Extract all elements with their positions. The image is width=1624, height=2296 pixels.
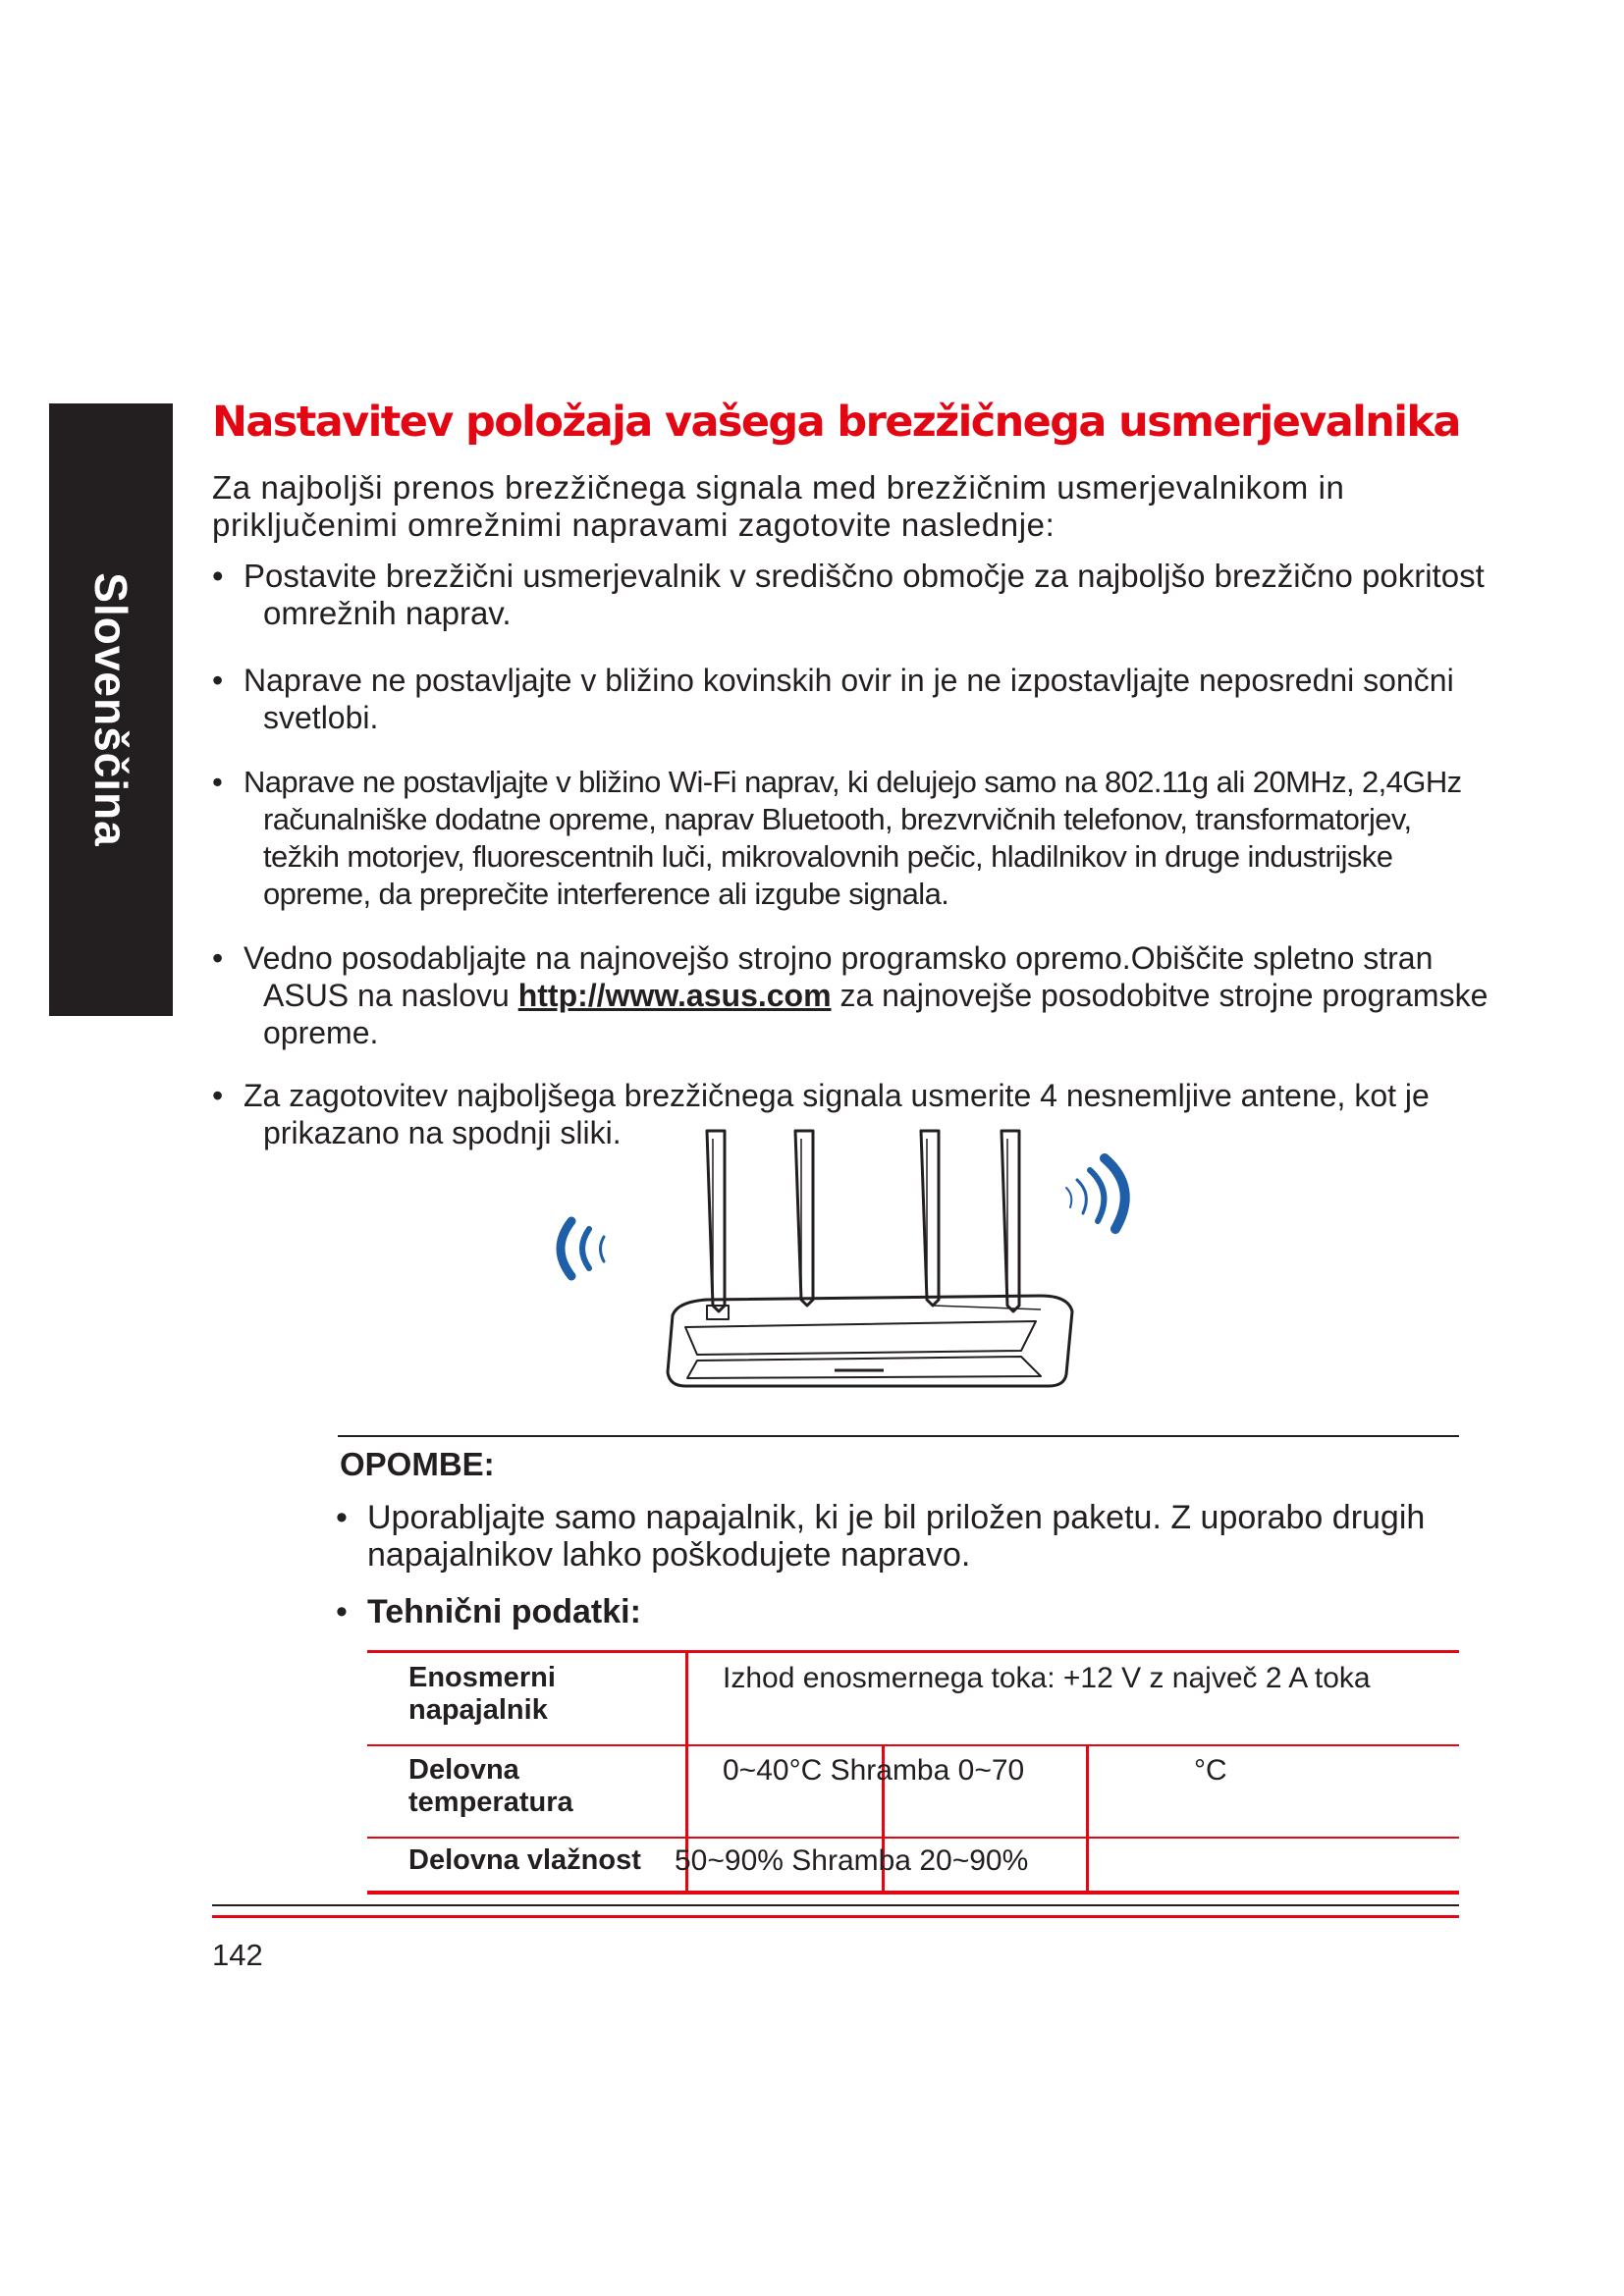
table-column-divider [1086, 1744, 1089, 1893]
antenna-icon [707, 1131, 725, 1311]
specifications-table [367, 1650, 1459, 1896]
section-title: Nastavitev položaja vašega brezžičnega usmerjevalnika [212, 398, 1460, 447]
page-number: 142 [212, 1938, 263, 1972]
bullet-marker: • [336, 1499, 348, 1536]
notes-heading: OPOMBE: [340, 1446, 495, 1482]
bullet-marker: • [212, 558, 224, 594]
bullet-marker: • [212, 663, 224, 698]
antenna-icon [1001, 1131, 1019, 1311]
table-cell-value: Izhod enosmernega toka: +12 V z največ 2 A toka [723, 1662, 1371, 1694]
list-item [212, 939, 1489, 1051]
list-item-text: Naprave ne postavljajte v bližino kovinskih ovir in je ne izpostavljajte neposredni sončni svetlobi. [244, 663, 1454, 735]
table-cell-unit: °C [1194, 1754, 1227, 1787]
footer-accent-rule [212, 1915, 1459, 1918]
notes-top-rule [338, 1435, 1459, 1437]
table-cell-label: Delovna temperatura [408, 1754, 573, 1818]
footer-rule [212, 1904, 1459, 1906]
signal-waves-right-icon [1066, 1158, 1125, 1229]
list-item [336, 1593, 1455, 1630]
router-antenna-illustration [511, 1119, 1198, 1414]
bullet-marker: • [336, 1593, 348, 1630]
antenna-icon [921, 1131, 939, 1306]
table-rule [367, 1891, 1459, 1895]
notes-list [336, 1499, 1455, 1630]
signal-waves-left-icon [561, 1221, 604, 1276]
bullet-marker: • [212, 1078, 224, 1113]
table-cell-label: Enosmerni napajalnik [408, 1662, 556, 1726]
table-cell-value: 50~90% Shramba 20~90% [675, 1844, 1029, 1877]
bullet-marker: • [212, 765, 223, 799]
list-item-text-after-link: za najnovejše posodobitve strojne programske opreme. [263, 978, 1489, 1050]
list-item [212, 764, 1489, 913]
table-cell-label: Delovna vlažnost [408, 1844, 641, 1876]
table-rule [367, 1837, 1459, 1839]
list-item [336, 1499, 1455, 1574]
table-rule [367, 1650, 1459, 1653]
placement-tips-list [212, 558, 1489, 1151]
table-rule [367, 1744, 1459, 1746]
table-cell-value: 0~40°C Shramba 0~70 [723, 1754, 1025, 1787]
list-item-text: Naprave ne postavljajte v bližino Wi-Fi naprav, ki delujejo samo na 802.11g ali 20MHz, 2,4GHz računalniške dodatne opreme, naprav Bluetooth, brezvrvičnih telefonov, transformatorjev, težkih motorjev, fluorescentnih luči, mikrovalovnih pečic, hladilnikov in druge industrijske opreme, da preprečite interference ali izgube signala. [244, 765, 1462, 911]
antenna-icon [795, 1131, 813, 1306]
list-item-text: Tehnični podatki: [367, 1593, 641, 1630]
asus-website-link[interactable]: http://www.asus.com [517, 978, 832, 1013]
language-side-tab-label: Slovenščina [85, 572, 136, 847]
list-item [212, 558, 1489, 632]
bullet-marker: • [212, 940, 224, 976]
list-item-text-before-link: Vedno posodabljajte na najnovejšo strojno programsko opremo.Obiščite spletno stran ASUS na naslovu [244, 940, 1434, 1013]
list-item-text [212, 939, 1489, 1051]
list-item [212, 662, 1489, 736]
list-item-text: Uporabljajte samo napajalnik, ki je bil priložen paketu. Z uporabo drugih napajalnikov lahko poškodujete napravo. [367, 1499, 1426, 1574]
intro-paragraph: Za najboljši prenos brezžičnega signala med brezžičnim usmerjevalnikom in priključenimi omrežnimi napravami zagotovite naslednje: [212, 469, 1345, 543]
list-item-text: Postavite brezžični usmerjevalnik v središčno območje za najboljšo brezžično pokritost omrežnih naprav. [244, 558, 1485, 631]
list-item-text: Za zagotovitev najboljšega brezžičnega signala usmerite 4 nesnemljive antene, kot je prikazano na spodnji sliki. [244, 1078, 1430, 1150]
